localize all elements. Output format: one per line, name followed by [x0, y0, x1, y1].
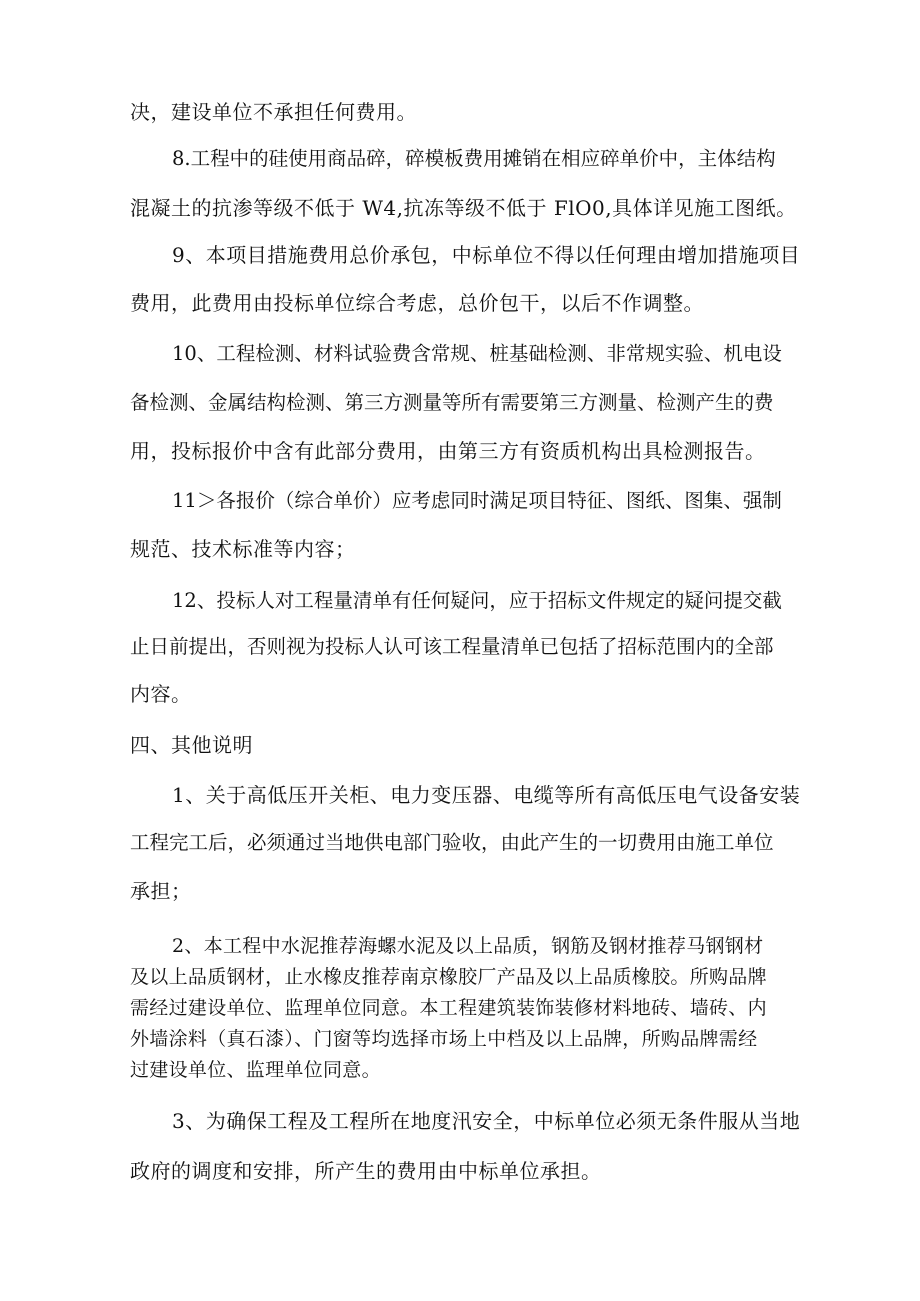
text-line: 费用，此费用由投标单位综合考虑，总价包干，以后不作调整。 — [130, 291, 704, 315]
text-line: 1、关于高低压开关柜、电力变压器、电缆等所有高低压电气设备安装 — [172, 783, 801, 807]
text-line: 过建设单位、监理单位同意。 — [130, 1059, 381, 1081]
text-line: 政府的调度和安排，所产生的费用由中标单位承担。 — [130, 1159, 602, 1183]
text-line: 需经过建设单位、监理单位同意。本工程建筑装饰装修材料地砖、墙砖、内 — [130, 997, 767, 1019]
text-line: 8.工程中的硅使用商品碎，碎模板费用摊销在相应碎单价中，主体结构 — [172, 147, 776, 170]
text-line: 决，建设单位不承担任何费用。 — [130, 100, 417, 124]
text-line: 混凝土的抗渗等级不低于 W4,抗冻等级不低于 FlO0,具体详见施工图纸。 — [130, 196, 797, 220]
text-line: 止日前提出，否则视为投标人认可该工程量清单已包括了招标范围内的全部 — [130, 635, 774, 658]
text-line: 12、投标人对工程量清单有任何疑问，应于招标文件规定的疑问提交截 — [172, 589, 782, 612]
text-line: 内容。 — [130, 682, 192, 706]
text-line: 承担； — [130, 879, 192, 903]
text-line: 9、本项目措施费用总价承包，中标单位不得以任何理由增加措施项目 — [172, 243, 801, 267]
text-line: 3、为确保工程及工程所在地度汛安全，中标单位必须无条件服从当地 — [172, 1109, 801, 1133]
text-line: 外墙涂料（真石漆）、门窗等均选择市场上中档及以上品牌，所购品牌需经 — [130, 1028, 758, 1050]
text-line: 规范、技术标准等内容； — [130, 537, 356, 561]
text-line: 11＞各报价（综合单价）应考虑同时满足项目特征、图纸、图集、强制 — [172, 489, 782, 512]
text-line: 用，投标报价中含有此部分费用，由第三方有资质机构出具检测报告。 — [130, 439, 766, 463]
section-heading: 四、其他说明 — [130, 733, 253, 757]
text-line: 备检测、金属结构检测、第三方测量等所有需要第三方测量、检测产生的费 — [130, 391, 774, 414]
text-line: 工程完工后，必须通过当地供电部门验收，由此产生的一切费用由施工单位 — [130, 831, 774, 854]
text-line: 2、本工程中水泥推荐海螺水泥及以上品质，钢筋及钢材推荐马钢钢材 — [172, 935, 764, 957]
text-line: 及以上品质钢材，止水橡皮推荐南京橡胶厂产品及以上品质橡胶。所购品牌 — [130, 966, 767, 988]
text-line: 10、工程检测、材料试验费含常规、桩基础检测、非常规实验、机电设 — [172, 342, 782, 365]
